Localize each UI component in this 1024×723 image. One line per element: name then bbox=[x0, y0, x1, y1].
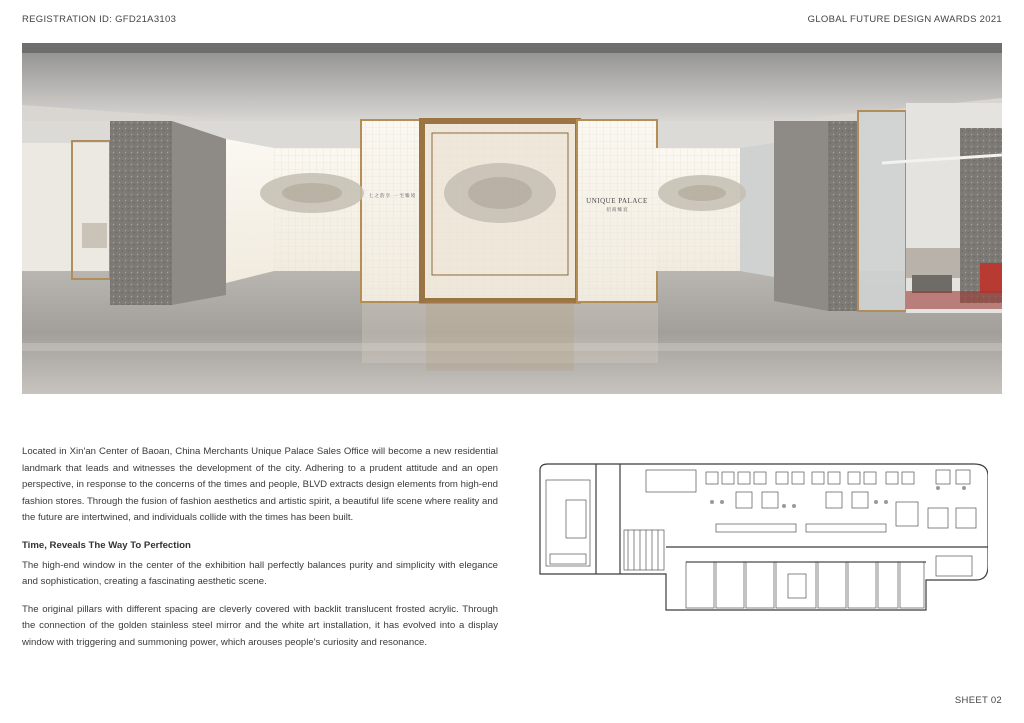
registration-id: REGISTRATION ID: GFD21A3103 bbox=[22, 14, 177, 25]
intro-paragraph: Located in Xin'an Center of Baoan, China Merchants Unique Palace Sales Office will become a new residential landmark that leads and witnesses the development of the city. Adhering to a prudent attitude and an open perspective, in response to the concerns of the times and people, BLVD extracts design elements from high-end fashion stores. Through the fusion of fashion aesthetics and artistic spirit, a beautiful life scene where reality and the future are intertwined, and individuals collide with the times has been built. bbox=[22, 446, 498, 524]
sign-brand-cn: 招 商 臻 宸 bbox=[606, 207, 628, 212]
paragraph-1: The high-end window in the center of the exhibition hall perfectly balances purity and simplicity with elegance and sophistication, creating a fascinating aesthetic scene. bbox=[22, 559, 498, 588]
section-heading: Time, Reveals The Way To Perfection bbox=[22, 539, 191, 551]
description bbox=[22, 444, 498, 663]
paragraph-2: The original pillars with different spacing are cleverly covered with backlit translucent frosted acrylic. Through the connection of the golden stainless steel mirror and the white art installation, it has evolved into a display window with triggering and summoning power, which arouses people's curiosity and resonance. bbox=[22, 603, 498, 648]
hero-rendering bbox=[22, 43, 1002, 394]
sheet-number: SHEET 02 bbox=[954, 695, 1002, 706]
award-title: GLOBAL FUTURE DESIGN AWARDS 2021 bbox=[807, 14, 1002, 25]
sign-brand: UNIQUE PALACE bbox=[586, 197, 648, 205]
floor-plan bbox=[536, 462, 988, 612]
sign-left: 七 之 韵 享 · 一 宅 臻 境 bbox=[368, 193, 416, 198]
